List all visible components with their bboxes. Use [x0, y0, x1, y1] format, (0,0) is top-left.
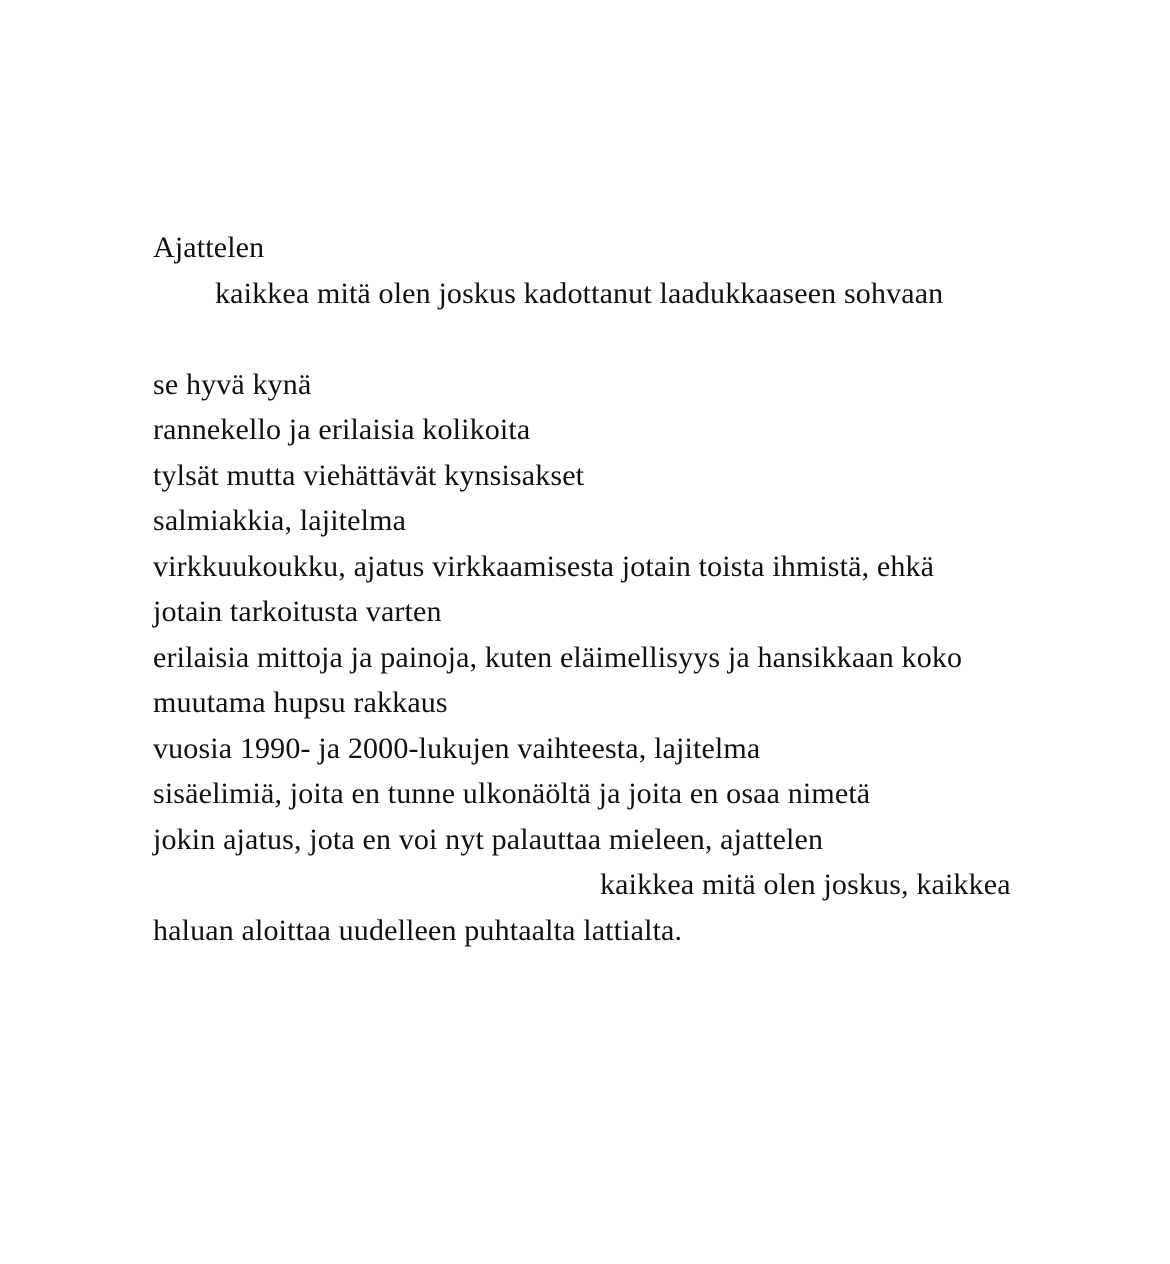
poem-line: jotain tarkoitusta varten: [153, 595, 442, 628]
poem-line: erilaisia mittoja ja painoja, kuten eläimellisyys ja hansikkaan koko: [153, 640, 963, 674]
poem-line: sisäelimiä, joita en tunne ulkonäöltä ja joita en osaa nimetä: [153, 777, 871, 810]
poem-line: tylsät mutta viehättävät kynsisakset: [153, 458, 585, 492]
poem-line: jokin ajatus, jota en voi nyt palauttaa mieleen, ajattelen: [153, 822, 824, 856]
poem-line: salmiakkia, lajitelma: [153, 504, 407, 537]
poem-line: haluan aloittaa uudelleen puhtaalta lattialta.: [153, 913, 683, 947]
poem-line: se hyvä kynä: [153, 367, 312, 401]
stanza-gap: [153, 316, 1113, 362]
poem-line: virkkuukoukku, ajatus virkkaamisesta jotain toista ihmistä, ehkä: [153, 549, 935, 583]
poem-line: Ajattelen: [153, 231, 265, 264]
poem-line: muutama hupsu rakkaus: [153, 686, 448, 719]
poem-line: vuosia 1990- ja 2000-lukujen vaihteesta, lajitelma: [153, 731, 761, 765]
poem-line-indented: kaikkea mitä olen joskus, kaikkea: [600, 868, 1011, 901]
poem-text: [153, 225, 1113, 953]
poem-line-indented: kaikkea mitä olen joskus kadottanut laadukkaaseen sohvaan: [215, 276, 944, 310]
poem-line: rannekello ja erilaisia kolikoita: [153, 413, 531, 446]
